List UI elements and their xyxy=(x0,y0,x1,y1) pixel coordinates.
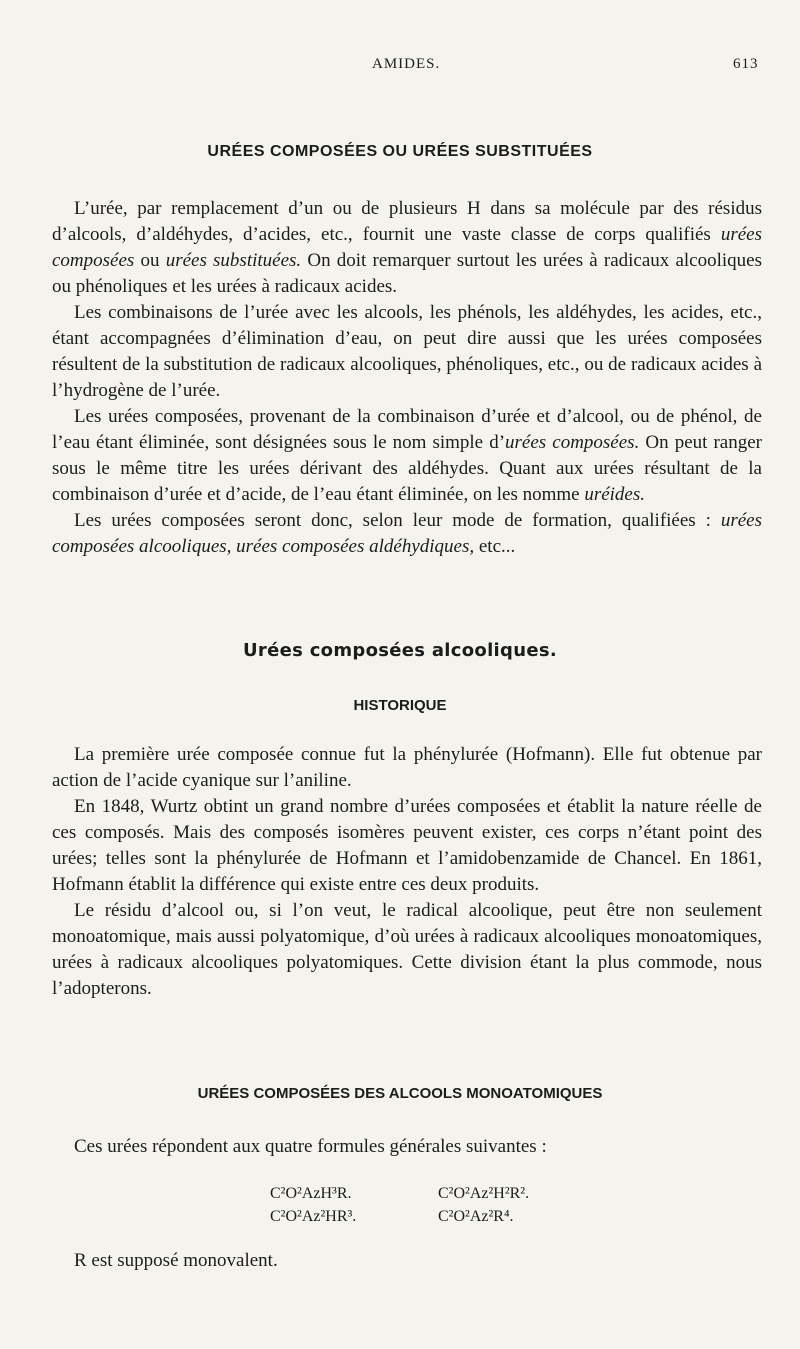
running-header xyxy=(0,52,800,76)
formula-3: C²O²Az²HR³. xyxy=(270,1208,357,1225)
intro-paragraph-2: Les combinaisons de l’urée avec les alcools, les phénols, les aldéhydes, les acides, etc., étant accompagnées d’élimination d’eau, on peut dire aussi que les urées composées résultent de la substitution de radicaux alcooliques, phénoliques, etc., ou de radicaux acides à l’hydrogène de l’urée. xyxy=(52,302,762,401)
intro-paragraph-3: Les urées composées, provenant de la combinaison d’urée et d’alcool, ou de phénol, de l’eau étant éliminée, sont désignées sous le nom simple d’urées composées. On peut ranger sous le même titre les urées dérivant des aldéhydes. Quant aux urées résultant de la combinaison d’urée et d’acide, de l’eau étant éliminée, on les nomme uréides. xyxy=(52,406,762,505)
history-paragraph-1: La première urée composée connue fut la phénylurée (Hofmann). Elle fut obtenue par action de l’acide cyanique sur l’aniline. xyxy=(52,744,762,791)
formula-2: C²O²Az²H²R². xyxy=(438,1185,530,1202)
history-paragraph-3: Le résidu d’alcool ou, si l’on veut, le radical alcoolique, peut être non seulement monoatomique, mais aussi polyatomique, d’où urées à radicaux alcooliques monoatomiques, urées à radicaux alcooliques polyatomiques. Cette division étant la plus commode, nous l’adopterons. xyxy=(52,900,762,999)
intro-section xyxy=(52,196,762,560)
mono-title: URÉES COMPOSÉES DES ALCOOLS MONOATOMIQUES xyxy=(197,1085,603,1102)
note-text: R est supposé monovalent. xyxy=(74,1250,278,1271)
history-section xyxy=(52,742,762,1002)
page-number: 613 xyxy=(733,56,759,72)
history-title: HISTORIQUE xyxy=(353,697,447,714)
running-title: AMIDES. xyxy=(372,56,441,72)
formula-4: C²O²Az²R⁴. xyxy=(438,1208,514,1225)
history-paragraph-2: En 1848, Wurtz obtint un grand nombre d’urées composées et établit la nature réelle de ces composés. Mais des composés isomères peuvent exister, ces corps n’étant point des urées; telles sont la phénylurée de Hofmann et l’amidobenzamide de Chancel. En 1861, Hofmann établit la différence qui existe entre ces deux produits. xyxy=(52,796,762,895)
subsection-title: Urées composées alcooliques. xyxy=(243,640,557,661)
intro-paragraph-4: Les urées composées seront donc, selon leur mode de formation, qualifiées : urées composées alcooliques, urées composées aldéhydiques, etc... xyxy=(52,510,762,557)
intro-paragraph-1: L’urée, par remplacement d’un ou de plusieurs H dans sa molécule par des résidus d’alcools, d’aldéhydes, d’acides, etc., fournit une vaste classe de corps qualifiés urées composées ou urées substituées. On doit remarquer surtout les urées à radicaux alcooliques ou phénoliques et les urées à radicaux acides. xyxy=(52,198,763,297)
section-title: URÉES COMPOSÉES OU URÉES SUBSTITUÉES xyxy=(207,143,593,160)
mono-intro-block xyxy=(52,1134,762,1160)
mono-intro: Ces urées répondent aux quatre formules générales suivantes : xyxy=(74,1136,547,1157)
formula-1: C²O²AzH³R. xyxy=(270,1185,352,1202)
